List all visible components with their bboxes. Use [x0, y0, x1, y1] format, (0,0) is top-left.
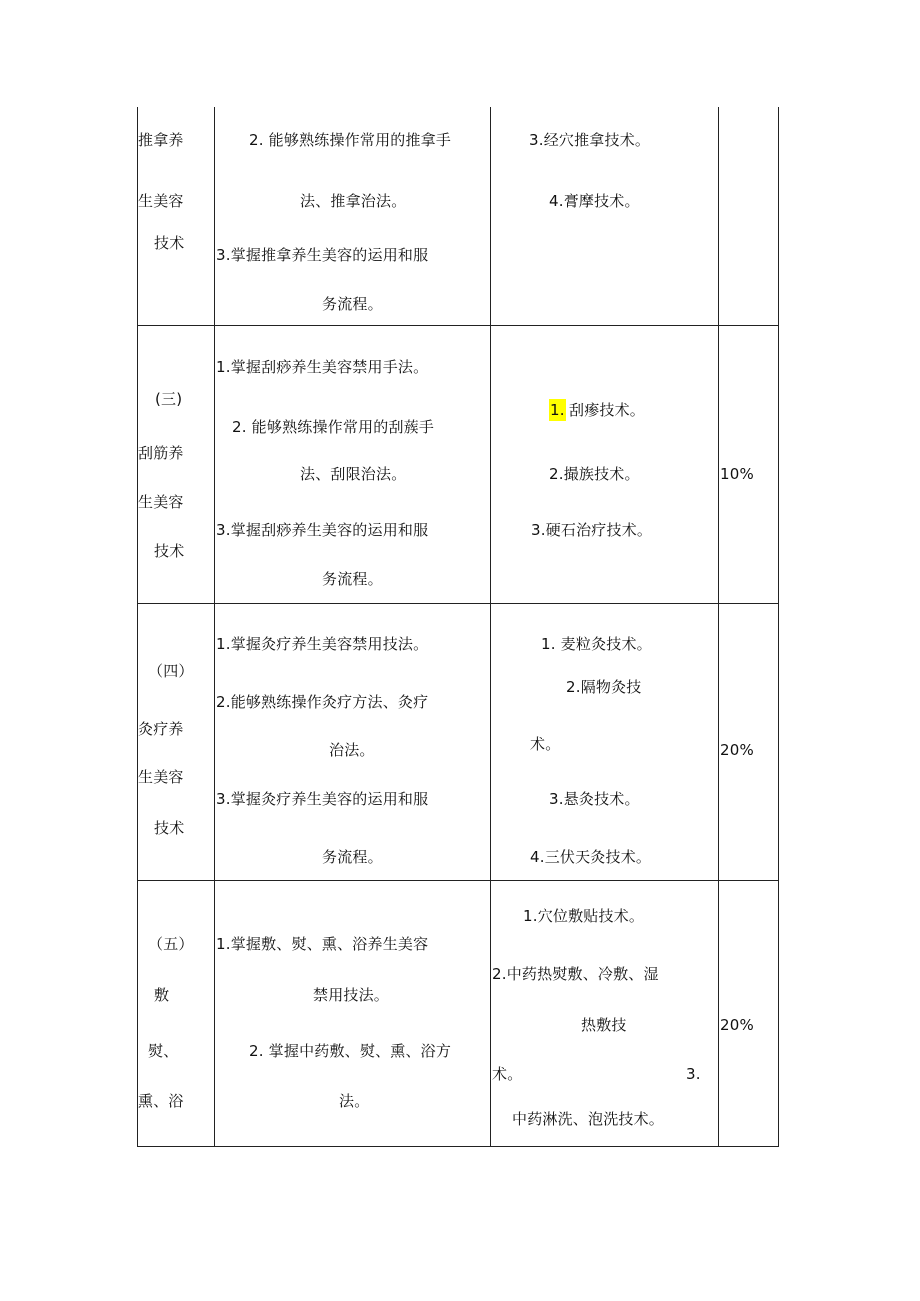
- weight-percent: 20%: [720, 1016, 754, 1034]
- content-line: 热敷技: [581, 1016, 627, 1034]
- module-name-line: 熨、: [148, 1042, 179, 1060]
- content-line: 2.隔物灸技: [566, 678, 642, 696]
- module-name-line: 敷: [154, 986, 170, 1004]
- table-border-bottom: [137, 1146, 779, 1147]
- requirement-line: 3.掌握灸疗养生美容的运用和服: [216, 790, 429, 808]
- content-line: 术。: [530, 735, 561, 753]
- content-line: 中药淋洗、泡洗技术。: [512, 1110, 665, 1128]
- requirement-line: 2. 能够熟练操作常用的刮蔟手: [232, 418, 435, 436]
- requirement-line: 1.掌握敷、熨、熏、浴养生美容: [216, 935, 429, 953]
- requirement-line: 禁用技法。: [313, 986, 390, 1004]
- content-line: 4.三伏天灸技术。: [530, 848, 652, 866]
- table-col-divider-1: [214, 107, 215, 1147]
- table-border-right: [778, 107, 779, 1147]
- module-name-line: 生美容: [138, 493, 184, 511]
- requirement-line: 3.掌握刮痧养生美容的运用和服: [216, 521, 429, 539]
- requirement-line: 1.掌握刮痧养生美容禁用手法。: [216, 358, 429, 376]
- module-name-line: 技术: [154, 542, 185, 560]
- content-line: 术。: [492, 1065, 523, 1083]
- requirement-line: 2.能够熟练操作灸疗方法、灸疗: [216, 693, 429, 711]
- table-col-divider-2: [490, 107, 491, 1147]
- module-name-line: 生美容: [138, 768, 184, 786]
- requirement-line: 治法。: [329, 741, 375, 759]
- module-name-line: 技术: [154, 819, 185, 837]
- table-row-divider-2: [137, 603, 779, 604]
- module-name-line: 生美容: [138, 192, 184, 210]
- requirement-line: 务流程。: [322, 295, 383, 313]
- module-name-line: 灸疗养: [138, 720, 184, 738]
- requirement-line: 3.掌握推拿养生美容的运用和服: [216, 246, 429, 264]
- module-name-line: 刮筋养: [138, 444, 184, 462]
- content-line: 4.膏摩技术。: [549, 192, 640, 210]
- module-number: （四）: [148, 662, 194, 680]
- table-row-divider-1: [137, 325, 779, 326]
- requirement-line: 法。: [339, 1092, 370, 1110]
- requirement-line: 法、刮限治法。: [300, 465, 407, 483]
- content-line: 3.: [686, 1065, 701, 1083]
- weight-percent: 20%: [720, 741, 754, 759]
- module-name-line: 技术: [154, 234, 185, 252]
- content-line: 2.中药热熨敷、冷敷、湿: [492, 965, 659, 983]
- requirement-line: 务流程。: [322, 848, 383, 866]
- table-col-divider-3: [718, 107, 719, 1147]
- requirement-line: 务流程。: [322, 570, 383, 588]
- content-line: 3.经穴推拿技术。: [529, 131, 651, 149]
- module-number: （五）: [148, 935, 194, 953]
- content-line: 刮瘆技术。: [569, 401, 646, 419]
- content-line: 1. 麦粒灸技术。: [541, 635, 652, 653]
- content-line: 3.硬石治疗技术。: [531, 521, 653, 539]
- content-line: 1.穴位敷贴技术。: [523, 907, 645, 925]
- highlighted-item-number: 1.: [550, 401, 565, 419]
- requirement-line: 2. 掌握中药敷、熨、熏、浴方: [249, 1042, 452, 1060]
- module-number: (三): [155, 390, 183, 408]
- module-name-line: 熏、浴: [138, 1092, 184, 1110]
- weight-percent: 10%: [720, 465, 754, 483]
- requirement-line: 2. 能够熟练操作常用的推拿手: [249, 131, 452, 149]
- module-name-line: 推拿养: [138, 131, 184, 149]
- table-row-divider-3: [137, 880, 779, 881]
- table-border-left: [137, 107, 138, 1147]
- requirement-line: 1.掌握灸疗养生美容禁用技法。: [216, 635, 429, 653]
- requirement-line: 法、推拿治法。: [300, 192, 407, 210]
- content-line: 2.撮族技术。: [549, 465, 640, 483]
- content-line: 3.悬灸技术。: [549, 790, 640, 808]
